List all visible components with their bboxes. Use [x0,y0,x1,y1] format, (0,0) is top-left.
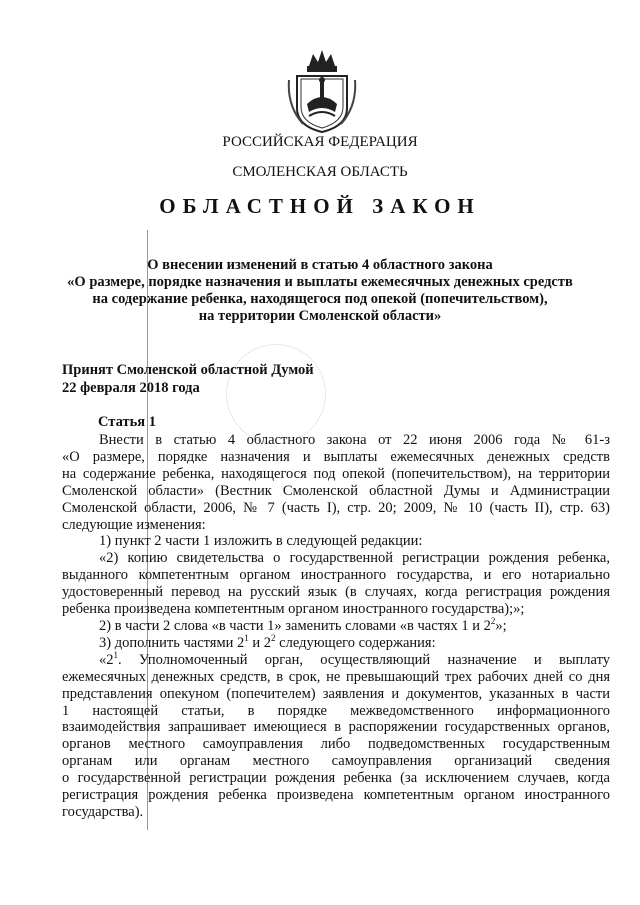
text-line: удостоверенный перевод на русский язык (в случаях, когда регистрация рождения [62,584,610,601]
text-line: представления опекуном (попечителем) заявления и документов, указанных в части [62,685,610,702]
item-1-text [62,550,610,618]
intro-paragraph [62,432,610,533]
adoption-date: 22 февраля 2018 года [62,380,200,396]
text-line: «2) копию свидетельства о государственной регистрации рождения ребенка, [99,550,610,567]
text-line: Внести в статью 4 областного закона от 22 июня 2006 года № 61-з [99,432,610,448]
superscript: 1 [113,649,118,660]
text-line: следующие изменения: [62,516,206,533]
item-1: 1) пункт 2 части 1 изложить в следующей редакции: [99,533,423,550]
item-2-end: »; [495,617,507,634]
text-line: на содержание ребенка, находящегося под опекой (попечительством), на территории [62,465,610,482]
header-country: РОССИЙСКАЯ ФЕДЕРАЦИЯ [222,134,418,150]
item-2-text: 2) в части 2 слова «в части 1» заменить словами «в частях 1 и 2 [99,617,491,634]
coat-of-arms-emblem [287,46,357,134]
header-region: СМОЛЕНСКАЯ ОБЛАСТЬ [232,164,408,180]
text-line [62,649,610,669]
document-type-heading: ОБЛАСТНОЙ ЗАКОН [159,194,481,218]
item-3 [62,635,610,652]
superscript: 2 [271,633,276,644]
item-3-end: следующего содержания: [275,634,436,651]
adoption-info [62,361,314,397]
text-line: «О размере, порядке назначения и выплаты ежемесячных денежных средств [62,448,610,465]
law-title-line: на территории Смоленской области» [198,308,442,324]
article-body [62,432,610,821]
superscript: 1 [244,633,249,644]
law-title-line: О внесении изменений в статью 4 областного закона [147,257,493,273]
text-line: Смоленской области» (Вестник Смоленской областной Думы и Администрации [62,482,610,499]
text-line: государства). [62,803,144,820]
item-2 [62,618,610,635]
text-line: Смоленской области, 2006, № 7 (часть I), стр. 20; 2009, № 10 (часть II), стр. 63) [62,499,610,516]
text-line: органам или органам местного самоуправления организаций сведения [62,753,610,770]
law-title-line: «О размере, порядке назначения и выплаты ежемесячных денежных средств [67,274,573,290]
text-line: ежемесячных денежных средств, в срок, не превышающий трех рабочих дней со дня [62,668,610,685]
law-title-line: на содержание ребенка, находящегося под опекой (попечительством), [92,291,548,307]
text-line: о государственной регистрации рождения ребенка (за исключением случаев, когда [62,770,610,787]
item-3-mid: и 2 [248,634,272,651]
text-line: ребенка произведена компетентным органом иностранного государства);»; [62,601,525,618]
text-line: регистрация рождения ребенка произведена компетентным органом иностранного [62,787,610,804]
text-line: выданного компетентным органом иностранного государства, и его нотариально [62,567,610,584]
text-line: 1 настоящей статьи, в порядке межведомственного информационного [62,702,610,719]
law-title [60,257,580,325]
article-heading: Статья 1 [98,414,156,430]
adoption-body: Принят Смоленской областной Думой [62,362,314,378]
part-2-1-number: «2 [99,651,114,668]
text-line: органов местного самоуправления либо подведомственных государственным [62,736,610,753]
text-line: взаимодействия запрашивает имеющиеся в распоряжении государственных органов, [62,719,610,736]
item-3-text: 3) дополнить частями 2 [99,634,245,651]
part-2-1-first-line: . Уполномоченный орган, осуществляющий назначение и выплату [118,651,610,668]
part-2-1-paragraph [62,649,610,821]
superscript: 2 [490,616,496,627]
